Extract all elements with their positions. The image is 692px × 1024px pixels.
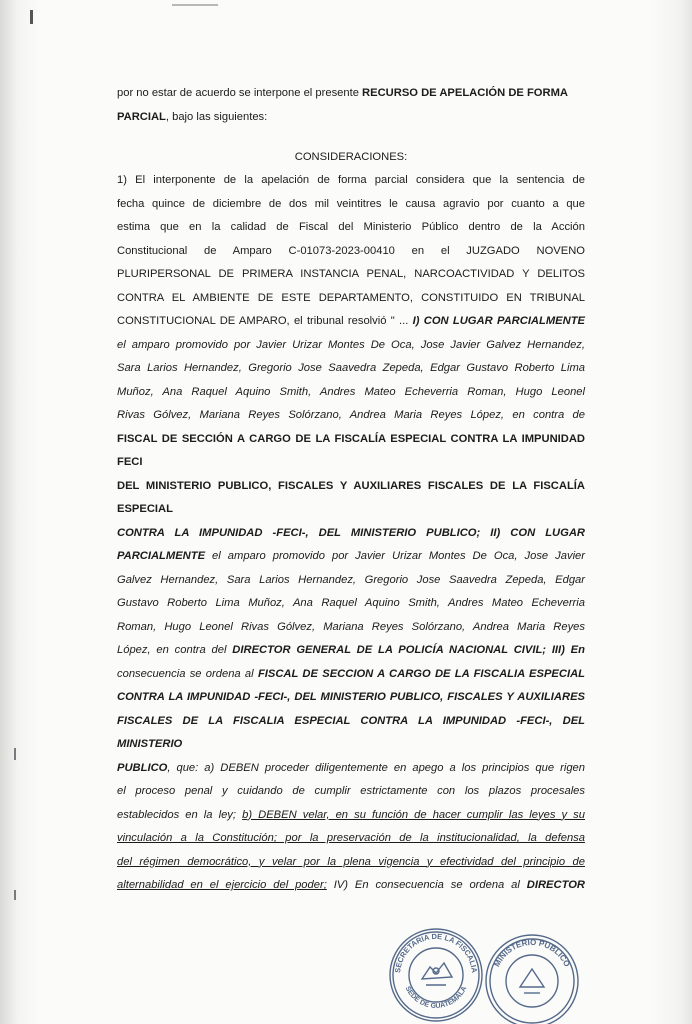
- text-line: alternabilidad en el ejercicio del poder; IV) En consecuencia se ordena al DIRECTOR: [117, 879, 585, 891]
- text-line: PARCIALMENTE el amparo promovido por Javier Urizar Montes De Oca, Jose Javier: [117, 550, 585, 562]
- text-line: el proceso penal y cuidando de cumplir estrictamente con los plazos procesales: [117, 785, 585, 797]
- text-line: Gustavo Roberto Lima Muñoz, Ana Raquel Aquino Smith, Andres Mateo Echeverria: [117, 597, 585, 609]
- text-line: FISCALES DE LA FISCALIA ESPECIAL CONTRA LA IMPUNIDAD -FECI-, DEL MINISTERIO: [117, 714, 585, 750]
- text-line: CONTRA LA IMPUNIDAD -FECI-, DEL MINISTERIO PUBLICO, FISCALES Y AUXILIARES: [117, 691, 585, 703]
- text-line: del régimen democrático, y velar por la plena vigencia y efectividad del principio de: [117, 855, 585, 868]
- text-line: Muñoz, Ana Raquel Aquino Smith, Andres Mateo Echeverria Roman, Hugo Leonel: [117, 385, 585, 398]
- text-line: López, en contra del DIRECTOR GENERAL DE LA POLICÍA NACIONAL CIVIL; III) En: [117, 644, 585, 656]
- text-line: establecidos en la ley; b) DEBEN velar, en su función de hacer cumplir las leyes y su: [117, 808, 585, 821]
- text-line: vinculación a la Constitución; por la preservación de la institucionalidad, la defensa: [117, 832, 585, 844]
- official-seals: [386, 925, 586, 1024]
- intro-line: PARCIAL, bajo las siguientes:: [117, 110, 268, 123]
- text-line: CONTRA EL AMBIENTE DE ESTE DEPARTAMENTO, CONSTITUIDO EN TRIBUNAL: [117, 291, 585, 304]
- text-line: Sara Larios Hernandez, Gregorio Jose Saavedra Zepeda, Edgar Gustavo Roberto Lima: [117, 362, 585, 374]
- text-line: Galvez Hernandez, Sara Larios Hernandez, Gregorio Jose Saavedra Zepeda, Edgar: [117, 573, 585, 586]
- svg-text:MINISTERIO PUBLICO: [492, 938, 571, 968]
- margin-mark: [14, 748, 16, 760]
- margin-mark: [172, 4, 218, 6]
- text-line: Constitucional de Amparo C-01073-2023-00410 en el JUZGADO NOVENO: [117, 244, 585, 257]
- text-line: 1) El interponente de la apelación de forma parcial considera que la sentencia de: [117, 174, 585, 186]
- text-line: FISCAL DE SECCIÓN A CARGO DE LA FISCALÍA ESPECIAL CONTRA LA IMPUNIDAD FECI: [117, 432, 585, 468]
- text-line: Rivas Gólvez, Mariana Reyes Solórzano, Andrea Maria Reyes López, en contra de: [117, 409, 585, 421]
- seal-text: MINISTERIO PUBLICO: [492, 937, 572, 969]
- text-line: el amparo promovido por Javier Urizar Montes De Oca, Jose Javier Galvez Hernandez,: [117, 338, 585, 351]
- seal-text: SECRETARIA DE LA FISCALIA: [393, 931, 479, 974]
- text-line: PLURIPERSONAL DE PRIMERA INSTANCIA PENAL, NARCOACTIVIDAD Y DELITOS: [117, 268, 585, 280]
- text-line: PUBLICO, que: a) DEBEN proceder diligentemente en apego a los principios que rigen: [117, 761, 585, 774]
- margin-mark: [14, 890, 16, 900]
- text-line: estima que en la calidad de Fiscal del Ministerio Público dentro de la Acción: [117, 221, 585, 233]
- intro-line: por no estar de acuerdo se interpone el presente RECURSO DE APELACIÓN DE FORMA: [117, 87, 568, 99]
- text-line: CONTRA LA IMPUNIDAD -FECI-, DEL MINISTERIO PUBLICO; II) CON LUGAR: [117, 526, 585, 539]
- text-line: DEL MINISTERIO PUBLICO, FISCALES Y AUXILIARES FISCALES DE LA FISCALÍA ESPECIAL: [117, 479, 585, 515]
- seal-text: SEDE DE GUATEMALA: [403, 985, 469, 1011]
- document-body: [117, 82, 585, 898]
- section-heading: CONSIDERACIONES:: [294, 151, 408, 163]
- margin-mark: [30, 10, 33, 24]
- text-line: consecuencia se ordena al FISCAL DE SECCION A CARGO DE LA FISCALIA ESPECIAL: [117, 667, 585, 680]
- text-line: fecha quince de diciembre de dos mil veintitres le causa agravio por cuanto a que: [117, 197, 585, 210]
- official-seal-stamp: [386, 925, 486, 1024]
- official-seal-stamp: [482, 931, 582, 1024]
- text-line: Roman, Hugo Leonel Rivas Gólvez, Mariana Reyes Solórzano, Andrea Maria Reyes: [117, 620, 585, 633]
- text-line: CONSTITUCIONAL DE AMPARO, el tribunal resolvió " ... I) CON LUGAR PARCIALMENTE: [117, 315, 585, 327]
